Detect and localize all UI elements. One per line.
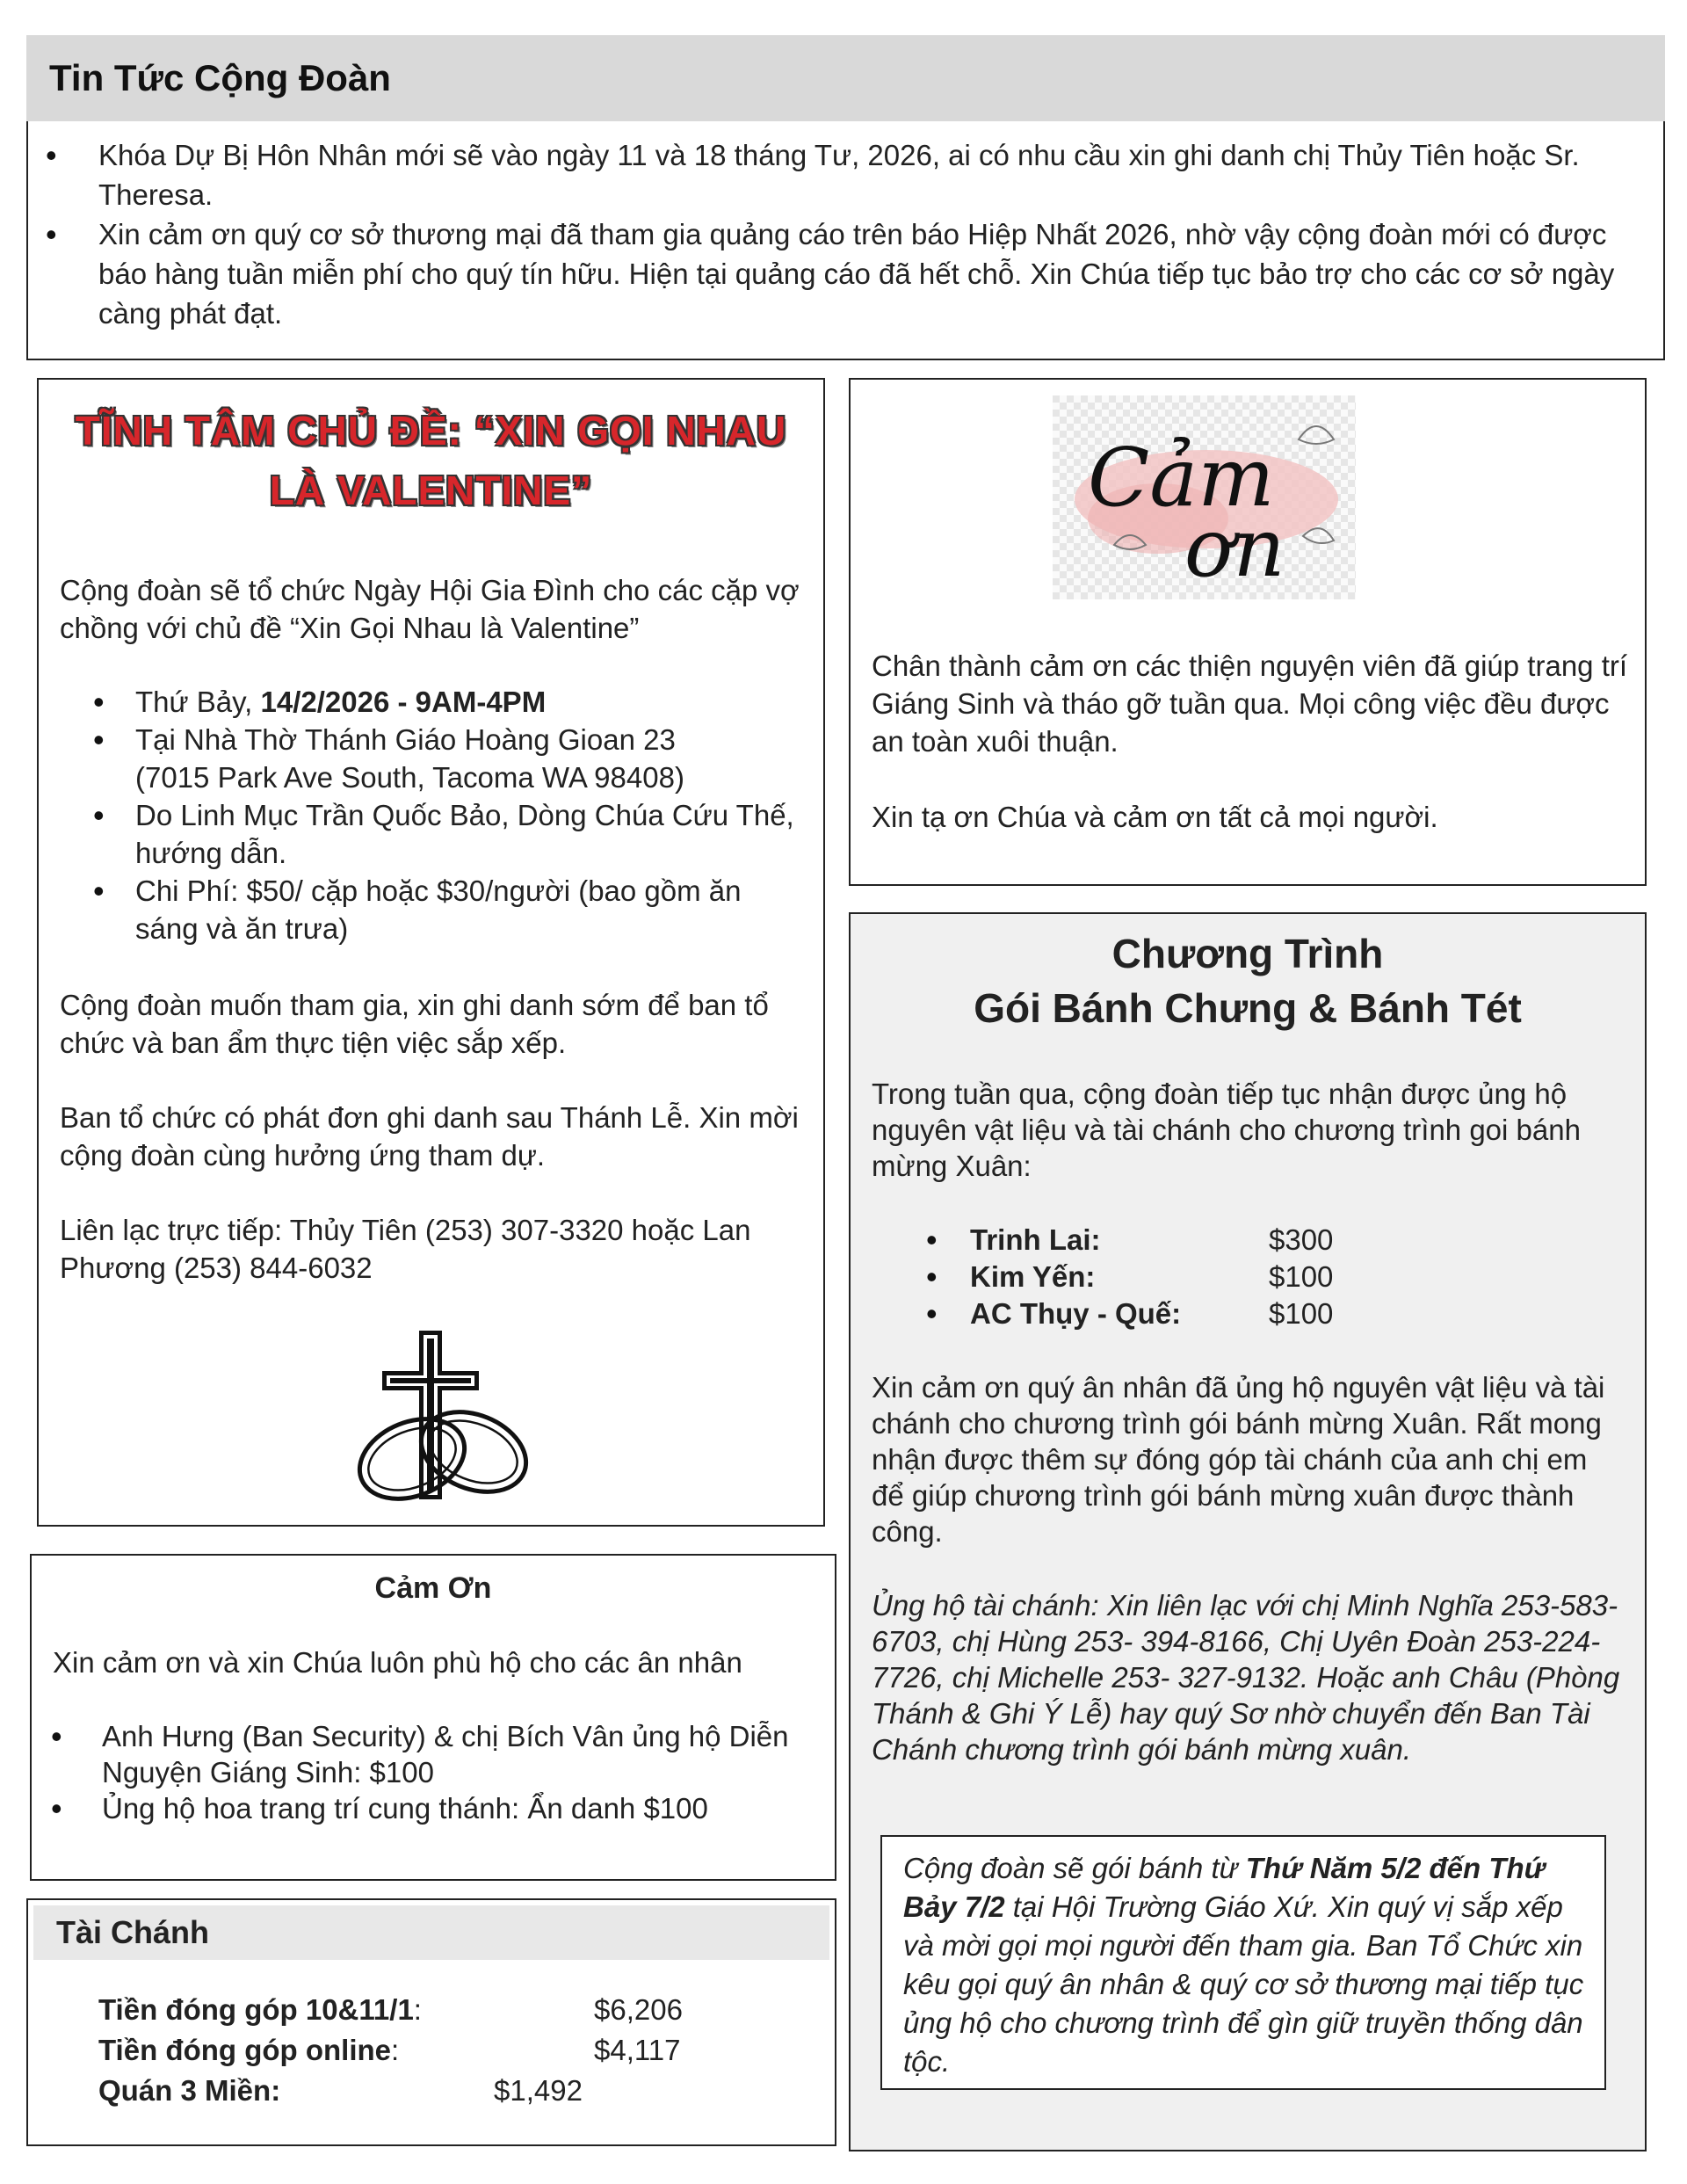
program-title-line1: Chương Trình — [1111, 931, 1384, 976]
retreat-contact: Liên lạc trực tiếp: Thủy Tiên (253) 307-3320 hoặc Lan Phương (253) 844-6032 — [60, 1214, 751, 1284]
donor-name: AC Thụy - Quế: — [970, 1297, 1182, 1330]
program-note — [880, 1835, 1606, 2090]
retreat-section — [37, 378, 825, 1527]
retreat-intro: Cộng đoàn sẽ tổ chức Ngày Hội Gia Đình cho các cặp vợ chồng với chủ đề “Xin Gọi Nhau là Valentine” — [60, 574, 800, 644]
retreat-date-prefix: Thứ Bảy, — [135, 686, 261, 718]
thanks-item: • Ủng hộ hoa trang trí cung thánh: Ẩn danh $100 — [102, 1790, 817, 1826]
note-prefix: Cộng đoàn sẽ gói bánh từ — [903, 1852, 1246, 1884]
retreat-title — [39, 401, 823, 520]
finance-label: Tiền đóng góp 10&11/1 — [98, 1993, 414, 2026]
finance-sep: : — [391, 2034, 400, 2066]
news-item: • Khóa Dự Bị Hôn Nhân mới sẽ vào ngày 11 và 18 tháng Tư, 2026, ai có nhu cầu xin ghi danh chị Thủy Tiên hoặc Sr. Theresa. — [98, 135, 1628, 214]
donor-list — [970, 1222, 1497, 1332]
finance-row-label — [98, 2034, 399, 2067]
retreat-cost: • Chi Phí: $50/ cặp hoặc $30/người (bao gồm ăn sáng và ăn trưa) — [135, 872, 797, 947]
retreat-location-line1: Tại Nhà Thờ Thánh Giáo Hoàng Gioan 23 — [135, 723, 676, 756]
retreat-para1: Cộng đoàn muốn tham gia, xin ghi danh sớm để ban tổ chức và ban ẩm thực tiện việc sắp xếp. — [60, 989, 769, 1059]
program-thanks: Xin cảm ơn quý ân nhân đã ủng hộ nguyên vật liệu và tài chánh cho chương trình gói bánh mừng Xuân. Rất mong nhận được thêm sự đóng góp tài chánh của anh chị em để giúp chương trình gói bánh mừng xuân được thành công. — [872, 1371, 1605, 1548]
finance-header — [33, 1905, 829, 1960]
finance-sep: : — [413, 1993, 422, 2026]
finance-title: Tài Chánh — [56, 1914, 210, 1950]
retreat-leader: • Do Linh Mục Trần Quốc Bảo, Dòng Chúa Cứu Thế, hướng dẫn. — [135, 796, 797, 872]
news-list — [98, 135, 1628, 333]
news-box — [26, 121, 1665, 360]
retreat-details — [135, 683, 797, 947]
cam-on-logo — [1053, 395, 1356, 599]
program-contact: Ủng hộ tài chánh: Xin liên lạc với chị Minh Nghĩa 253-583-6703, chị Hùng 253- 394-8166, Chị Uyên Đoàn 253-224-7726, chị Michelle 253- 327-9132. Hoặc anh Châu (Phòng Thánh & Ghi Ý Lễ) hay quý Sơ nhờ chuyển đến Ban Tài Chánh chương trình gói bánh mừng xuân. — [872, 1589, 1620, 1766]
volunteer-thanks-para2: Xin tạ ơn Chúa và cảm ơn tất cả mọi người. — [872, 801, 1438, 833]
finance-label: Tiền đóng góp online — [98, 2034, 392, 2066]
retreat-location — [135, 721, 797, 796]
news-item: • Xin cảm ơn quý cơ sở thương mại đã tham gia quảng cáo trên báo Hiệp Nhất 2026, nhờ vậy cộng đoàn mới có được báo hàng tuần miễn phí cho quý tín hữu. Hiện tại quảng cáo đã hết chỗ. Xin Chúa tiếp tục bảo trợ cho các cơ sở ngày càng phát đạt. — [98, 214, 1628, 333]
donor-amount: $100 — [1269, 1260, 1334, 1293]
retreat-para2: Ban tổ chức có phát đơn ghi danh sau Thánh Lễ. Xin mời cộng đoàn cùng hưởng ứng tham dự. — [60, 1101, 799, 1172]
thanks-intro: Xin cảm ơn và xin Chúa luôn phù hộ cho các ân nhân — [53, 1646, 742, 1679]
donor-item — [970, 1259, 1497, 1295]
donor-item — [970, 1295, 1497, 1332]
donor-name: Kim Yến: — [970, 1260, 1096, 1293]
finance-value: $6,206 — [594, 1993, 683, 2026]
retreat-date-value: 14/2/2026 - 9AM-4PM — [260, 686, 547, 718]
donor-item — [970, 1222, 1497, 1259]
thanks-list — [102, 1718, 817, 1826]
logo-text-line2: ơn — [1184, 501, 1285, 595]
volunteer-thanks-section — [849, 378, 1647, 886]
logo-text-line1: Cảm — [1088, 431, 1275, 525]
donor-amount: $100 — [1269, 1297, 1334, 1330]
thanks-box — [30, 1554, 836, 1881]
thanks-item: • Anh Hưng (Ban Security) & chị Bích Vân ủng hộ Diễn Nguyện Giáng Sinh: $100 — [102, 1718, 817, 1790]
retreat-location-line2: (7015 Park Ave South, Tacoma WA 98408) — [135, 761, 684, 794]
banh-chung-program — [849, 912, 1647, 2151]
donor-amount: $300 — [1269, 1223, 1334, 1256]
finance-value: $1,492 — [494, 2074, 583, 2107]
finance-section — [26, 1898, 836, 2146]
program-intro: Trong tuần qua, cộng đoàn tiếp tục nhận được ủng hộ nguyên vật liệu và tài chánh cho chương trình goi bánh mừng Xuân: — [872, 1077, 1581, 1182]
finance-row-label — [98, 2074, 280, 2108]
finance-value: $4,117 — [594, 2034, 681, 2066]
donor-name: Trinh Lai: — [970, 1223, 1101, 1256]
retreat-title-line2: LÀ VALENTINE” — [269, 468, 593, 513]
retreat-title-line1: TĨNH TÂM CHỦ ĐỀ: “XIN GỌI NHAU — [75, 408, 787, 453]
finance-label: Quán 3 Miền: — [98, 2074, 281, 2107]
note-suffix: tại Hội Trường Giáo Xứ. Xin quý vị sắp xếp và mời gọi mọi người đến tham gia. Ban Tổ Chức xin kêu gọi quý ân nhân & quý cơ sở thương mại tiếp tục ủng hộ cho chương trình để gìn giữ truyền thống dân tộc. — [903, 1890, 1584, 2078]
program-title — [851, 926, 1645, 1035]
thanks-title: Cảm Ơn — [374, 1571, 492, 1605]
cross-rings-icon — [342, 1327, 535, 1503]
news-title: Tin Tức Cộng Đoàn — [49, 57, 391, 98]
finance-row-label — [98, 1993, 422, 2027]
note-dates: Thứ Năm 5/2 đến Thứ Bảy 7/2 — [903, 1852, 1546, 1923]
program-title-line2: Gói Bánh Chưng & Bánh Tét — [974, 985, 1522, 1031]
news-header — [26, 35, 1665, 121]
volunteer-thanks-para1: Chân thành cảm ơn các thiện nguyện viên đã giúp trang trí Giáng Sinh và tháo gỡ tuần qua. Mọi công việc đều được an toàn xuôi thuận. — [872, 649, 1628, 758]
retreat-date — [135, 683, 797, 721]
